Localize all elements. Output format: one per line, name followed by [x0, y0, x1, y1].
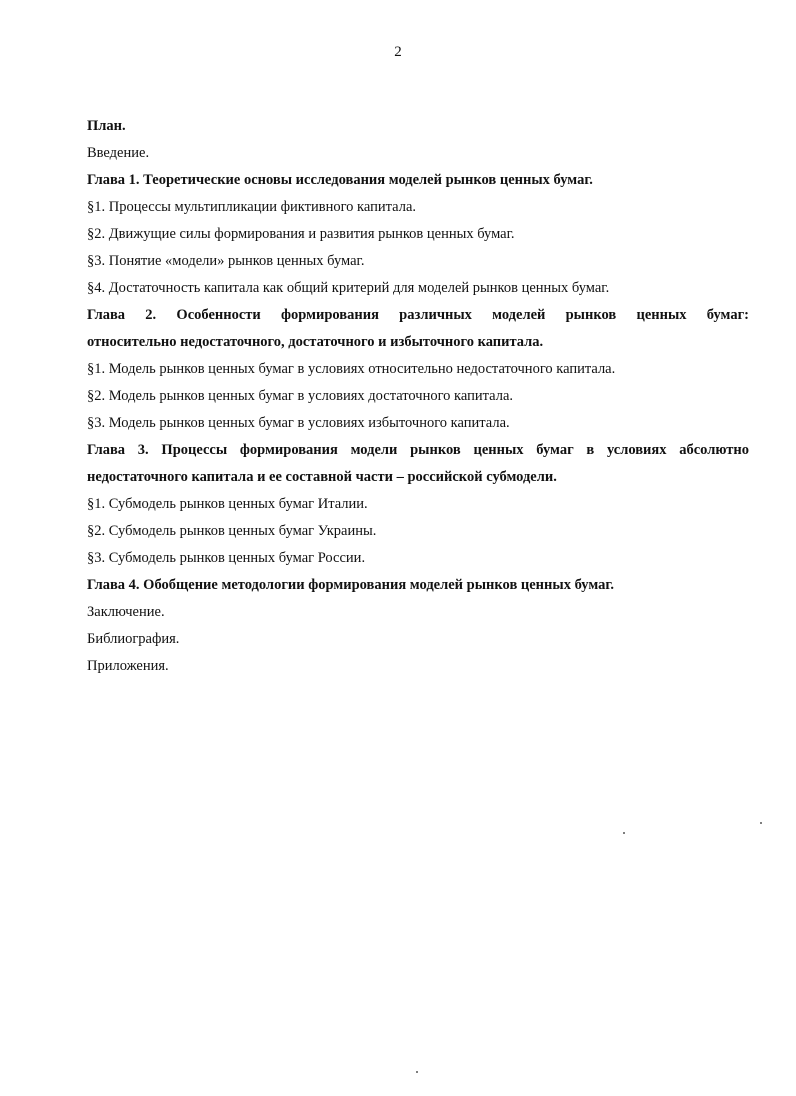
chapter-3-title-line-1: Глава 3. Процессы формирования модели рынков ценных бумаг в условиях абсолютно	[87, 442, 749, 458]
chapter-1-section-2: §2. Движущие силы формирования и развития рынков ценных бумаг.	[87, 226, 515, 242]
chapter-2-title-line-1: Глава 2. Особенности формирования различных моделей рынков ценных бумаг:	[87, 307, 749, 323]
chapter-2-section-3: §3. Модель рынков ценных бумаг в условиях избыточного капитала.	[87, 415, 510, 431]
table-of-contents	[87, 113, 749, 680]
scan-speck	[760, 822, 762, 824]
page-number: 2	[394, 44, 402, 60]
scan-speck	[623, 832, 625, 834]
chapter-4-title: Глава 4. Обобщение методологии формирования моделей рынков ценных бумаг.	[87, 577, 614, 593]
chapter-3-section-3: §3. Субмодель рынков ценных бумаг России.	[87, 550, 366, 566]
chapter-3-section-1: §1. Субмодель рынков ценных бумаг Италии.	[87, 496, 368, 512]
toc-item-conclusion: Заключение.	[87, 604, 165, 620]
chapter-3-section-2: §2. Субмодель рынков ценных бумаг Украины.	[87, 523, 377, 539]
toc-item-introduction: Введение.	[87, 145, 150, 161]
toc-item-bibliography: Библиография.	[87, 631, 180, 647]
toc-item-appendices: Приложения.	[87, 658, 169, 674]
scan-speck	[416, 1071, 418, 1073]
chapter-2-section-1: §1. Модель рынков ценных бумаг в условиях относительно недостаточного капитала.	[87, 361, 616, 377]
chapter-1-section-1: §1. Процессы мультипликации фиктивного капитала.	[87, 199, 417, 215]
chapter-2-title-line-2: относительно недостаточного, достаточного и избыточного капитала.	[87, 334, 544, 350]
chapter-1-section-3: §3. Понятие «модели» рынков ценных бумаг.	[87, 253, 365, 269]
chapter-1-section-4: §4. Достаточность капитала как общий критерий для моделей рынков ценных бумаг.	[87, 280, 610, 296]
chapter-3-title-line-2: недостаточного капитала и ее составной части – российской субмодели.	[87, 469, 557, 485]
toc-heading: План.	[87, 118, 126, 134]
chapter-1-title: Глава 1. Теоретические основы исследования моделей рынков ценных бумаг.	[87, 172, 593, 188]
chapter-2-section-2: §2. Модель рынков ценных бумаг в условиях достаточного капитала.	[87, 388, 514, 404]
